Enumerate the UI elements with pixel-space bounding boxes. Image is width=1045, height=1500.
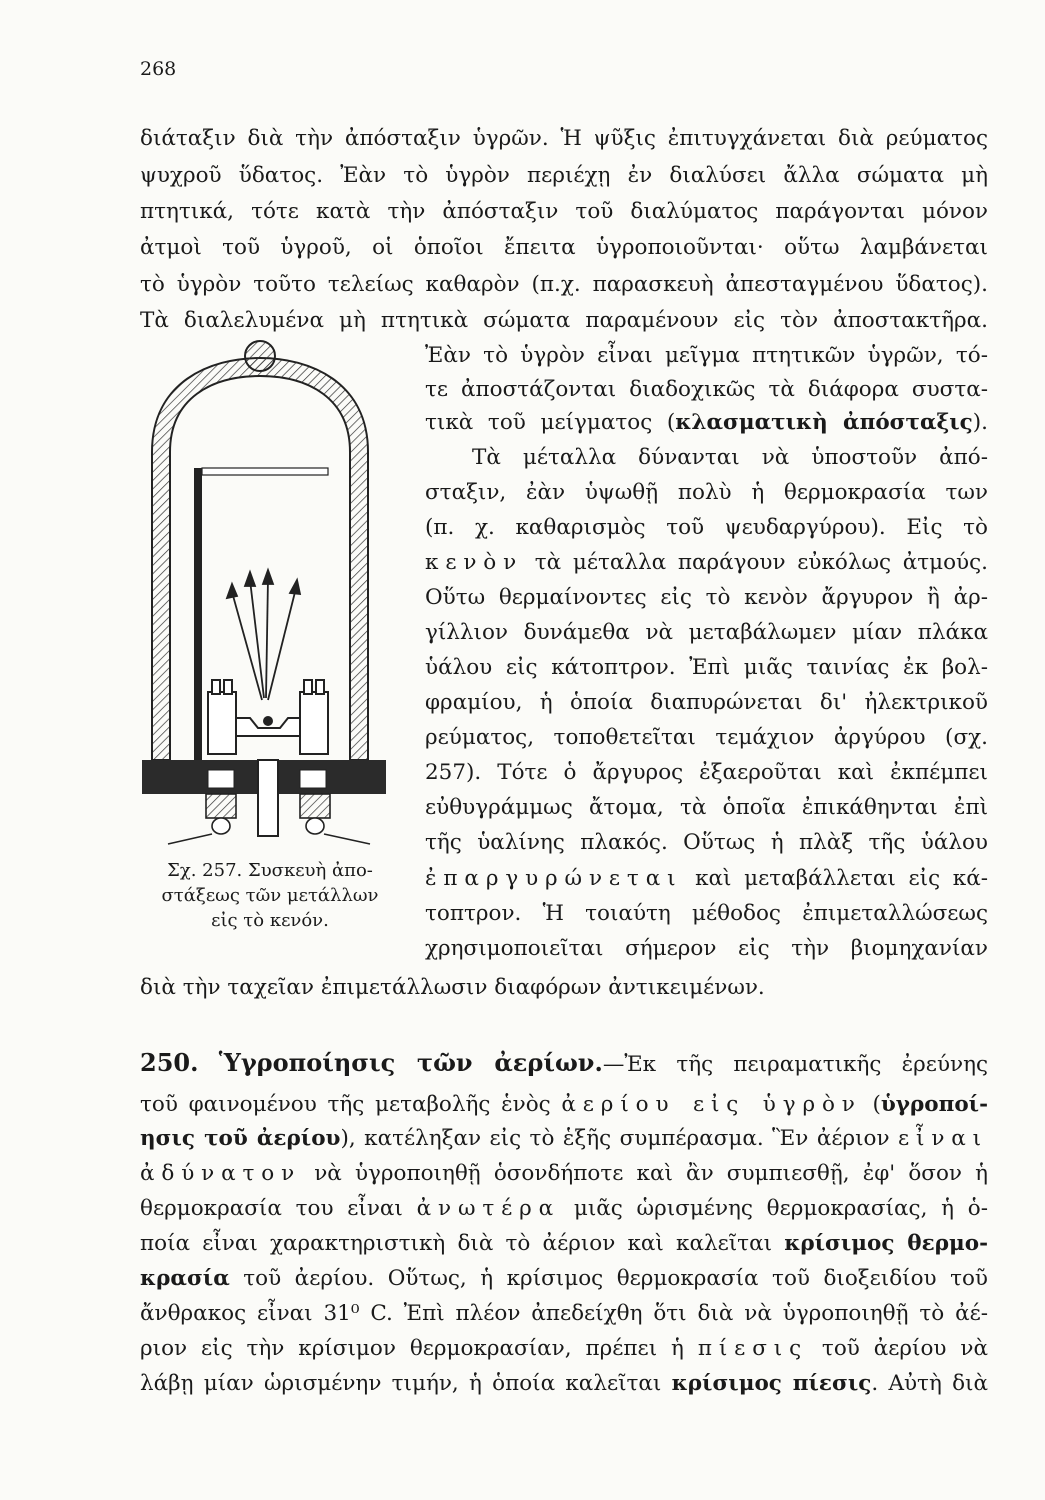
text-line [140, 1196, 988, 1221]
text-span: ). [972, 410, 989, 435]
text-line [140, 1092, 988, 1117]
bell-jar-knob [245, 341, 275, 371]
text-line: τῆς ὑαλίνης πλακός. Οὕτως ἡ πλὰξ τῆς ὑάλου [425, 830, 988, 855]
vapor-arrows [227, 570, 300, 700]
text-line: χρησιμοποιεῖται σήμερον εἰς τὴν βιομηχανίαν [425, 936, 988, 961]
silver-piece [263, 716, 273, 726]
spaced-word: ἀδύνατον [140, 1161, 302, 1186]
text-line: τὸ ὑγρὸν τοῦτο τελείως καθαρὸν (π.χ. παρασκευὴ ἀπεσταγμένου ὕδατος). [140, 272, 988, 297]
text-line [425, 410, 988, 435]
text-line: πτητικά, τότε κατὰ τὴν ἀπόσταξιν τοῦ διαλύματος παράγονται μόνον [140, 199, 988, 224]
text-line [140, 1126, 988, 1151]
spaced-word: ἀνωτέρα [416, 1196, 561, 1221]
text-line: Οὕτω θερμαίνοντες εἰς τὸ κενὸν ἄργυρον ἢ ἀρ- [425, 585, 988, 610]
text-line: φραμίου, ἡ ὁποία διαπυρώνεται δι' ἠλεκτρικοῦ [425, 690, 988, 715]
figure-caption [140, 858, 400, 933]
text-span: καὶ μεταβάλλεται εἰς κά- [682, 866, 988, 891]
bell-jar-wall [152, 358, 368, 760]
bell-jar-illustration [140, 340, 400, 860]
text-span: ποία εἶναι χαρακτηριστικὴ διὰ τὸ ἀέριον καὶ καλεῖται [140, 1231, 785, 1256]
text-span: τοῦ ἀερίου. Οὕτως, ἡ κρίσιμος θερμοκρασία τοῦ διοξειδίου τοῦ [229, 1266, 988, 1291]
page-number: 268 [140, 58, 177, 80]
text-span: νὰ ὑγροποιηθῇ ὁσονδήποτε καὶ ἂν συμπιεσθῇ, ἐφ' ὅσον ἡ [301, 1161, 988, 1186]
base-insulator-right [300, 770, 326, 788]
text-line [140, 1231, 988, 1256]
text-line: ὑάλου εἰς κάτοπτρον. Ἐπὶ μιᾶς ταινίας ἐκ βολ- [425, 655, 988, 680]
base-insulator-left [208, 770, 234, 788]
spaced-word: πίεσις [697, 1336, 808, 1361]
text-span: τὰ μέταλλα παράγουν εὐκόλως ἀτμούς. [523, 550, 988, 575]
text-line: τοπτρον. Ἡ τοιαύτη μέθοδος ἐπιμεταλλώσεως [425, 901, 988, 926]
text-line: γίλλιον δυνάμεθα νὰ μεταβάλωμεν μίαν πλάκα [425, 620, 988, 645]
term-fractional-distillation: κλασματικὴ ἀπόσταξις [675, 410, 973, 435]
term-liquefaction: ὑγροποί- [880, 1092, 988, 1117]
term-critical-pressure: κρίσιμος πίεσις [671, 1371, 872, 1396]
section-heading-line [140, 1048, 988, 1077]
text-line: ἀτμοὶ τοῦ ὑγροῦ, οἱ ὁποῖοι ἔπειτα ὑγροποιοῦνται· οὕτω λαμβάνεται [140, 235, 988, 260]
text-line: ρεύματος, τοποθετεῖται τεμάχιον ἀργύρου (σχ. [425, 725, 988, 750]
caption-line: εἰς τὸ κενόν. [211, 910, 329, 931]
text-line [425, 866, 988, 891]
text-span: τοῦ φαινομένου τῆς μεταβολῆς ἑνὸς [140, 1092, 562, 1117]
section-number: 250. [140, 1048, 199, 1077]
text-line: σταξιν, ἐὰν ὑψωθῇ πολὺ ἡ θερμοκρασία των [425, 480, 988, 505]
caption-line: Σχ. 257. Συσκευὴ ἀπο- [167, 860, 373, 881]
text-line: 257). Τότε ὁ ἄργυρος ἐξαεροῦται καὶ ἐκπέμπει [425, 760, 988, 785]
text-line: τε ἀποστάζονται διαδοχικῶς τὰ διάφορα συστα- [425, 377, 988, 402]
term-liquefaction: ησις τοῦ ἀερίου [140, 1126, 341, 1151]
text-span: τικὰ τοῦ μείγματος ( [425, 410, 676, 435]
section-title: Ὑγροποίησις τῶν ἀερίων. [218, 1048, 603, 1077]
text-line [140, 1266, 988, 1291]
text-line: εὐθυγράμμως ἄτομα, τὰ ὁποῖα ἐπικάθηνται ἐπὶ [425, 795, 988, 820]
text-line: διὰ τὴν ταχεῖαν ἐπιμετάλλωσιν διαφόρων ἀντικειμένων. [140, 975, 765, 1000]
spaced-word: εἶναι [898, 1126, 988, 1151]
text-line [140, 1161, 988, 1186]
text-span: μιᾶς ὡρισμένης θερμοκρασίας, ἡ ὁ- [560, 1196, 989, 1221]
vacuum-distillation-apparatus-figure [140, 340, 400, 860]
text-span: ), κατέληξαν εἰς τὸ ἑξῆς συμπέρασμα. Ἓν ἀέριον [340, 1126, 898, 1151]
caption-line: στάξεως τῶν μετάλλων [161, 885, 379, 906]
text-span: ριον εἰς τὴν κρίσιμον θερμοκρασίαν, πρέπει ἡ [140, 1336, 698, 1361]
term-critical-temperature: κρίσιμος θερμο- [784, 1231, 988, 1256]
text-line [140, 1336, 988, 1361]
spaced-word: ἀερίου εἰς ὑγρὸν [561, 1092, 862, 1117]
text-line [140, 1371, 988, 1396]
text-line: ψυχροῦ ὕδατος. Ἐὰν τὸ ὑγρὸν περιέχῃ ἐν διαλύσει ἄλλα σώματα μὴ [140, 163, 988, 188]
text-span: τοῦ ἀερίου νὰ [808, 1336, 989, 1361]
text-line: ἄνθρακος εἶναι 31⁰ C. Ἐπὶ πλέον ἀπεδείχθη ὅτι διὰ νὰ ὑγροποιηθῇ τὸ ἀέ- [140, 1301, 988, 1326]
spaced-word: ἐπαργυρώνεται [425, 866, 683, 891]
text-line [425, 550, 988, 575]
text-line: Τὰ μέταλλα δύνανται νὰ ὑποστοῦν ἀπό- [472, 445, 988, 470]
text-span: ( [861, 1092, 881, 1117]
text-span: θερμοκρασία του εἶναι [140, 1196, 417, 1221]
text-line: διάταξιν διὰ τὴν ἀπόσταξιν ὑγρῶν. Ἡ ψῦξις ἐπιτυγχάνεται διὰ ρεύματος [140, 126, 988, 151]
glass-plate-edge [202, 468, 328, 475]
term-critical-temperature: κρασία [140, 1266, 230, 1291]
pump-tube [258, 760, 278, 836]
text-span: λάβῃ μίαν ὡρισμένην τιμήν, ἡ ὁποία καλεῖται [140, 1371, 672, 1396]
text-span: —Ἐκ τῆς πειραματικῆς ἐρεύνης [602, 1052, 988, 1077]
text-line: Τὰ διαλελυμένα μὴ πτητικὰ σώματα παραμένουν εἰς τὸν ἀποστακτῆρα. [140, 308, 988, 333]
spaced-word: κενὸν [425, 550, 524, 575]
text-line: Ἐὰν τὸ ὑγρὸν εἶναι μεῖγμα πτητικῶν ὑγρῶν, τό- [425, 343, 988, 368]
text-span: . Αὐτὴ διὰ [871, 1371, 988, 1396]
text-line: (π. χ. καθαρισμὸς τοῦ ψευδαργύρου). Εἰς τὸ [425, 515, 988, 540]
